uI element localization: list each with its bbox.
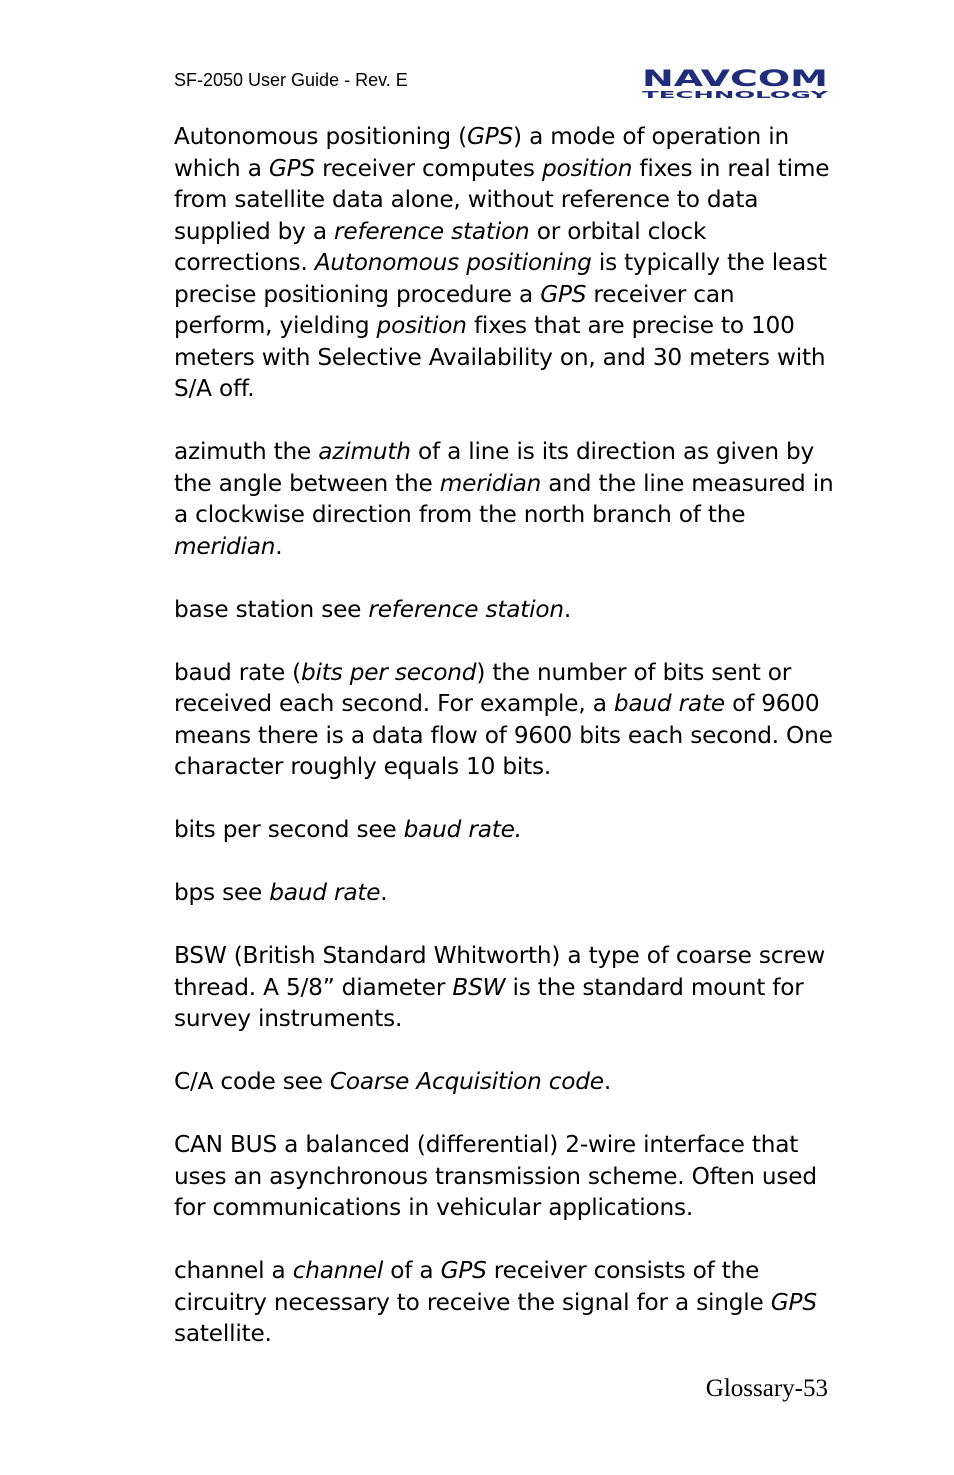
glossary-entry bbox=[174, 657, 834, 783]
glossary-entry bbox=[174, 814, 834, 846]
definition-text: see bbox=[214, 879, 270, 906]
term-text: channel bbox=[174, 1257, 265, 1284]
glossary-entry bbox=[174, 436, 834, 562]
definition-italic-text: position bbox=[376, 312, 467, 339]
glossary-term bbox=[174, 879, 215, 906]
glossary-term bbox=[174, 123, 522, 150]
definition-italic-text: meridian bbox=[439, 469, 542, 497]
glossary-entry bbox=[174, 877, 834, 909]
definition-italic-text: baud rate. bbox=[403, 816, 522, 843]
term-text: C/A code bbox=[174, 1068, 276, 1095]
term-italic-text: bits per second bbox=[301, 658, 477, 686]
term-text: azimuth bbox=[174, 438, 267, 465]
definition-text: and the line measured in a clockwise direction from the north branch of the bbox=[174, 469, 834, 528]
glossary-term bbox=[174, 1131, 277, 1158]
navcom-logo bbox=[640, 66, 830, 100]
glossary-entry bbox=[174, 940, 834, 1035]
term-text: bps bbox=[174, 879, 215, 906]
definition-italic-text: baud rate bbox=[269, 879, 381, 906]
definition-text: see bbox=[349, 816, 404, 843]
term-close-text: ) bbox=[513, 123, 522, 150]
term-text: Autonomous positioning ( bbox=[174, 123, 467, 150]
definition-italic-text: baud rate bbox=[613, 690, 725, 717]
definition-text: of a line is its direction as given by the angle between the bbox=[174, 438, 815, 497]
definition-italic-text: GPS bbox=[770, 1288, 817, 1316]
glossary-term bbox=[174, 942, 560, 969]
definition-text: fixes that are precise to 100 meters with Selective Availability on, and 30 meters with S/A off. bbox=[174, 312, 826, 402]
definition-text: fixes in real time from satellite data alone, without reference to data supplied by a bbox=[174, 154, 830, 245]
definition-italic-text: Coarse Acquisition code bbox=[329, 1068, 604, 1095]
term-text: BSW (British Standard Whitworth) bbox=[174, 942, 561, 969]
definition-text: receiver consists of the circuitry necessary to receive the signal for a single bbox=[174, 1257, 771, 1316]
glossary-entry bbox=[174, 1129, 834, 1224]
svg-text:TECHNOLOGY: TECHNOLOGY bbox=[642, 90, 830, 100]
term-italic-text: GPS bbox=[466, 123, 514, 150]
term-text: base station bbox=[174, 595, 315, 623]
glossary-list bbox=[174, 121, 834, 1381]
term-text: bits per second bbox=[174, 816, 350, 843]
glossary-term bbox=[174, 659, 485, 686]
definition-text: or orbital clock corrections. bbox=[174, 217, 707, 276]
svg-text:NAVCOM: NAVCOM bbox=[642, 67, 828, 92]
document-title: SF-2050 User Guide - Rev. E bbox=[174, 70, 408, 90]
definition-italic-text: GPS bbox=[268, 154, 315, 182]
definition-text: . bbox=[275, 532, 283, 560]
glossary-term bbox=[174, 1068, 276, 1095]
glossary-entry bbox=[174, 1066, 834, 1098]
definition-text: . bbox=[603, 1068, 612, 1095]
glossary-term bbox=[174, 438, 267, 465]
glossary-term bbox=[174, 1257, 264, 1284]
glossary-entry bbox=[174, 594, 834, 626]
definition-text: see bbox=[275, 1068, 330, 1095]
definition-text: of 9600 means there is a data flow of 9600 bits each second. One character roughly equals 10 bits. bbox=[174, 690, 833, 780]
definition-italic-text: azimuth bbox=[318, 438, 411, 465]
term-text: baud rate ( bbox=[174, 658, 302, 686]
page-number: Glossary-53 bbox=[705, 1375, 828, 1402]
definition-text: of a bbox=[383, 1257, 441, 1284]
definition-italic-text: meridian bbox=[174, 532, 276, 560]
definition-text: the number of bits sent or received each second. For example, a bbox=[174, 658, 792, 717]
definition-italic-text: Autonomous positioning bbox=[314, 249, 592, 276]
definition-text: . bbox=[563, 595, 572, 623]
definition-text: a balanced (differential) 2-wire interface that uses an asynchronous transmission scheme. Often used for communications in vehicular applications. bbox=[174, 1131, 817, 1221]
term-text: CAN BUS bbox=[174, 1131, 277, 1158]
definition-text: is typically the least precise positioning procedure a bbox=[174, 249, 827, 308]
glossary-term bbox=[174, 816, 349, 843]
definition-text: the bbox=[266, 438, 319, 465]
definition-text: receiver can perform, yielding bbox=[174, 280, 735, 339]
definition-text: . bbox=[380, 879, 388, 906]
term-close-text: ) bbox=[476, 658, 486, 686]
glossary-entry bbox=[174, 1255, 834, 1350]
definition-text: see bbox=[314, 595, 369, 623]
definition-text: satellite. bbox=[174, 1320, 272, 1347]
definition-italic-text: reference station bbox=[368, 595, 564, 623]
definition-text: is the standard mount for survey instruments. bbox=[174, 973, 804, 1032]
glossary-term bbox=[174, 596, 314, 623]
definition-italic-text: channel bbox=[292, 1257, 384, 1284]
definition-text: a type of coarse screw thread. A 5/8” diameter bbox=[174, 942, 825, 1001]
definition-italic-text: position bbox=[541, 154, 633, 182]
definition-italic-text: BSW bbox=[452, 973, 506, 1001]
definition-text: receiver computes bbox=[314, 154, 542, 182]
definition-text: a bbox=[264, 1257, 293, 1284]
definition-text: a mode of operation in which a bbox=[174, 123, 789, 182]
definition-italic-text: GPS bbox=[440, 1257, 487, 1284]
definition-italic-text: GPS bbox=[540, 280, 587, 308]
glossary-entry bbox=[174, 121, 834, 405]
definition-italic-text: reference station bbox=[334, 217, 530, 245]
